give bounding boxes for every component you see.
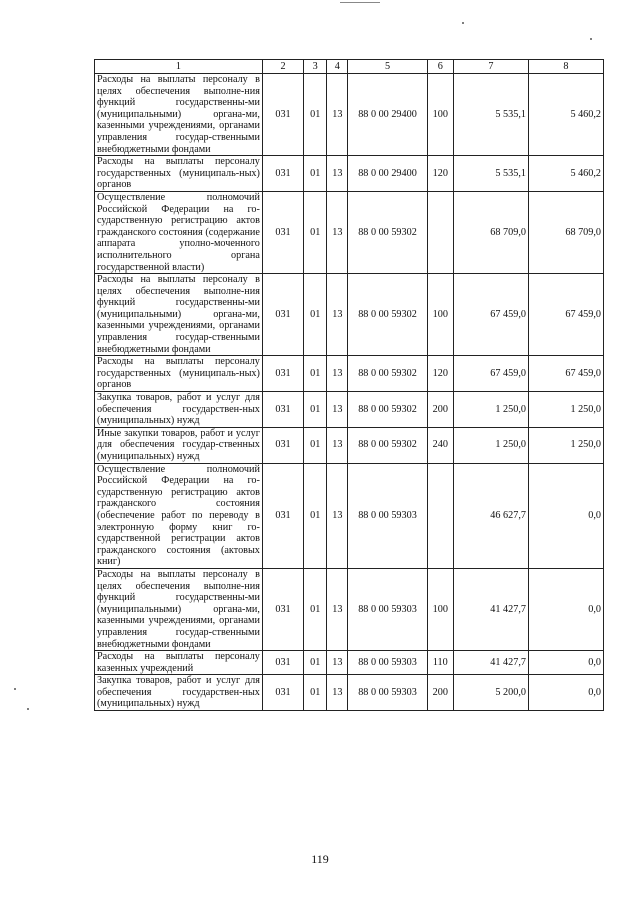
table-row (95, 651, 604, 675)
section-code: 01 (304, 427, 327, 463)
target-article-code: 88 0 00 59302 (348, 427, 427, 463)
target-article-code: 88 0 00 59303 (348, 568, 427, 650)
ministry-code: 031 (262, 463, 303, 568)
table-row (95, 463, 604, 568)
expense-type-code: 240 (427, 427, 453, 463)
table-row (95, 74, 604, 156)
expense-description: Расходы на выплаты персоналу государственных (муниципаль-ных) органов (95, 156, 263, 192)
amount-year-1: 67 459,0 (453, 356, 528, 392)
expense-type-code: 120 (427, 156, 453, 192)
subsection-code: 13 (327, 356, 348, 392)
amount-year-1: 46 627,7 (453, 463, 528, 568)
subsection-code: 13 (327, 651, 348, 675)
ministry-code: 031 (262, 568, 303, 650)
amount-year-2: 67 459,0 (528, 274, 603, 356)
section-code: 01 (304, 74, 327, 156)
target-article-code: 88 0 00 59302 (348, 392, 427, 428)
subsection-code: 13 (327, 568, 348, 650)
section-code: 01 (304, 191, 327, 273)
expense-type-code: 200 (427, 675, 453, 711)
ministry-code: 031 (262, 274, 303, 356)
amount-year-1: 1 250,0 (453, 427, 528, 463)
expense-description: Расходы на выплаты персоналу государственных (муниципаль-ных) органов (95, 356, 263, 392)
subsection-code: 13 (327, 74, 348, 156)
ministry-code: 031 (262, 74, 303, 156)
expense-type-code (427, 191, 453, 273)
ministry-code: 031 (262, 191, 303, 273)
column-header: 3 (304, 60, 327, 74)
subsection-code: 13 (327, 274, 348, 356)
table-row (95, 392, 604, 428)
table-row (95, 427, 604, 463)
section-code: 01 (304, 274, 327, 356)
target-article-code: 88 0 00 29400 (348, 74, 427, 156)
amount-year-2: 5 460,2 (528, 74, 603, 156)
section-code: 01 (304, 156, 327, 192)
target-article-code: 88 0 00 59303 (348, 675, 427, 711)
table-row (95, 568, 604, 650)
scan-speck (14, 688, 16, 690)
subsection-code: 13 (327, 156, 348, 192)
expense-type-code: 100 (427, 568, 453, 650)
subsection-code: 13 (327, 392, 348, 428)
scan-speck (27, 708, 29, 710)
expense-type-code (427, 463, 453, 568)
amount-year-2: 1 250,0 (528, 427, 603, 463)
amount-year-1: 1 250,0 (453, 392, 528, 428)
expense-type-code: 100 (427, 74, 453, 156)
expense-description: Осуществление полномочий Российской Федерации на го-сударственную регистрацию актов гражданского состояния (содержание аппарата уполно-моченного исполнительного органа государственной власти) (95, 191, 263, 273)
amount-year-2: 0,0 (528, 651, 603, 675)
ministry-code: 031 (262, 356, 303, 392)
expense-description: Иные закупки товаров, работ и услуг для обеспечения государ-ственных (муниципальных) нужд (95, 427, 263, 463)
amount-year-2: 0,0 (528, 675, 603, 711)
target-article-code: 88 0 00 59303 (348, 651, 427, 675)
expense-description: Осуществление полномочий Российской Федерации на го-сударственную регистрацию актов гражданского состояния (обеспечение работ по переводу в электронную форму книг го-сударственной регистрации актов гражданского состояния (актовых книг) (95, 463, 263, 568)
expense-description: Расходы на выплаты персоналу в целях обеспечения выполне-ния функций государственны-ми (муниципальными) органа-ми, казенными учреждениями, органами управления государ-ственными внебюджетными фондами (95, 274, 263, 356)
table-row (95, 274, 604, 356)
column-header: 4 (327, 60, 348, 74)
amount-year-1: 67 459,0 (453, 274, 528, 356)
target-article-code: 88 0 00 29400 (348, 156, 427, 192)
target-article-code: 88 0 00 59303 (348, 463, 427, 568)
section-code: 01 (304, 568, 327, 650)
expense-type-code: 120 (427, 356, 453, 392)
amount-year-2: 0,0 (528, 463, 603, 568)
amount-year-1: 68 709,0 (453, 191, 528, 273)
amount-year-2: 5 460,2 (528, 156, 603, 192)
column-header: 6 (427, 60, 453, 74)
expense-type-code: 110 (427, 651, 453, 675)
amount-year-2: 0,0 (528, 568, 603, 650)
expense-type-code: 200 (427, 392, 453, 428)
amount-year-2: 1 250,0 (528, 392, 603, 428)
page-number: 119 (311, 852, 329, 866)
section-code: 01 (304, 392, 327, 428)
target-article-code: 88 0 00 59302 (348, 356, 427, 392)
amount-year-1: 41 427,7 (453, 651, 528, 675)
subsection-code: 13 (327, 191, 348, 273)
section-code: 01 (304, 463, 327, 568)
table-row (95, 191, 604, 273)
section-code: 01 (304, 356, 327, 392)
column-header: 1 (95, 60, 263, 74)
ministry-code: 031 (262, 675, 303, 711)
scan-speck (462, 22, 464, 24)
budget-table (94, 59, 604, 711)
amount-year-1: 5 200,0 (453, 675, 528, 711)
ministry-code: 031 (262, 427, 303, 463)
amount-year-2: 68 709,0 (528, 191, 603, 273)
amount-year-2: 67 459,0 (528, 356, 603, 392)
subsection-code: 13 (327, 463, 348, 568)
expense-description: Расходы на выплаты персоналу казенных учреждений (95, 651, 263, 675)
column-header: 8 (528, 60, 603, 74)
ministry-code: 031 (262, 156, 303, 192)
section-code: 01 (304, 675, 327, 711)
target-article-code: 88 0 00 59302 (348, 274, 427, 356)
column-header: 7 (453, 60, 528, 74)
column-header: 2 (262, 60, 303, 74)
expense-description: Закупка товаров, работ и услуг для обеспечения государствен-ных (муниципальных) нужд (95, 392, 263, 428)
expense-description: Расходы на выплаты персоналу в целях обеспечения выполне-ния функций государственны-ми (муниципальными) органа-ми, казенными учреждениями, органами управления государ-ственными внебюджетными фондами (95, 74, 263, 156)
amount-year-1: 5 535,1 (453, 156, 528, 192)
expense-type-code: 100 (427, 274, 453, 356)
ministry-code: 031 (262, 651, 303, 675)
scan-speck (590, 38, 592, 40)
subsection-code: 13 (327, 427, 348, 463)
ministry-code: 031 (262, 392, 303, 428)
table-header-row (95, 60, 604, 74)
subsection-code: 13 (327, 675, 348, 711)
amount-year-1: 41 427,7 (453, 568, 528, 650)
target-article-code: 88 0 00 59302 (348, 191, 427, 273)
table-row (95, 356, 604, 392)
table-row (95, 675, 604, 711)
expense-description: Расходы на выплаты персоналу в целях обеспечения выполне-ния функций государственны-ми (муниципальными) органа-ми, казенными учреждениями, органами управления государ-ственными внебюджетными фондами (95, 568, 263, 650)
section-code: 01 (304, 651, 327, 675)
expense-description: Закупка товаров, работ и услуг для обеспечения государствен-ных (муниципальных) нужд (95, 675, 263, 711)
column-header: 5 (348, 60, 427, 74)
table-row (95, 156, 604, 192)
amount-year-1: 5 535,1 (453, 74, 528, 156)
scan-artifact-line (340, 2, 380, 3)
